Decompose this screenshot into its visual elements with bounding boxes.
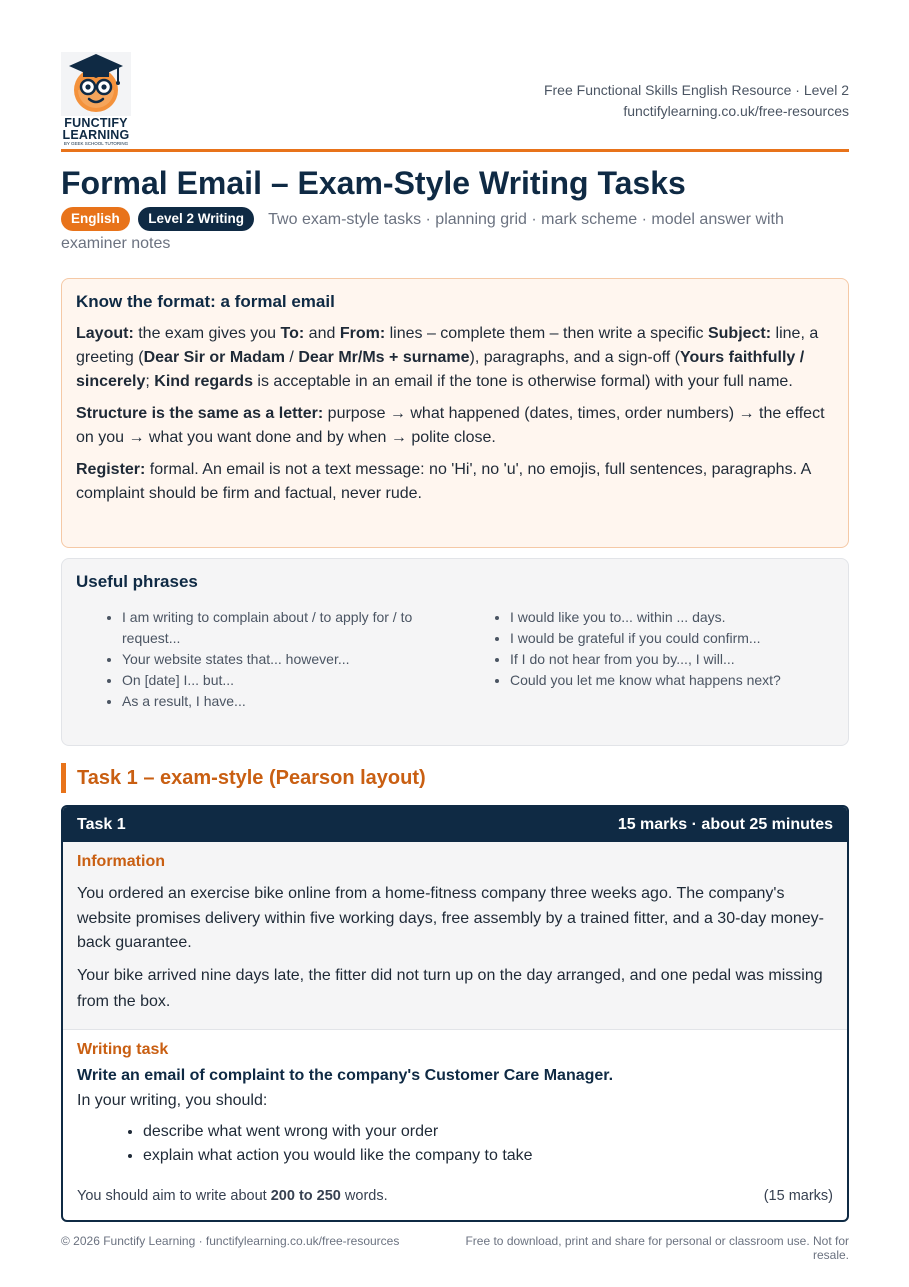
list-item: • Your website states that... however... [122, 649, 452, 670]
list-item: • explain what action you would like the company to take [143, 1144, 833, 1168]
kind-regards-example: Kind regards [154, 373, 253, 390]
layout-text: and [304, 325, 340, 342]
resource-url: functifylearning.co.uk/free-resources [623, 103, 849, 119]
writing-bullets [77, 1120, 833, 1168]
phrases-list-left [76, 607, 464, 712]
list-item: • On [date] I... but... [122, 670, 452, 691]
word-count-row [77, 1185, 833, 1207]
structure-paragraph [76, 402, 834, 450]
layout-text: / [284, 349, 299, 366]
writing-task-section [63, 1030, 847, 1207]
page-footer [61, 1234, 849, 1262]
layout-text: the exam gives you [133, 325, 281, 342]
word-count-guidance [77, 1185, 388, 1207]
information-paragraph-1: You ordered an exercise bike online from a home-fitness company three weeks ago. The company's website promises delivery within five working days, free assembly by a trained fitter, and a 30-day money-back guarantee. [77, 885, 825, 951]
greeting-example: Dear Sir or Madam [143, 349, 285, 366]
section-heading: Task 1 – exam-style (Pearson layout) [61, 763, 849, 793]
layout-paragraph [76, 322, 834, 394]
layout-text: line, a greeting ( [76, 325, 819, 366]
task-card [61, 805, 849, 1222]
list-item: • I am writing to complain about / to apply for / to request... [122, 607, 452, 649]
header-info [544, 80, 849, 122]
list-item: • If I do not hear from you by..., I will... [510, 649, 834, 670]
subtitle: Two exam-style tasks · planning grid · mark scheme · model answer with examiner notes [61, 211, 784, 252]
layout-text: lines – complete them – then write a specific [385, 325, 708, 342]
footer-copyright: © 2026 Functify Learning · functifylearning.co.uk/free-resources [61, 1234, 400, 1248]
logo [61, 52, 131, 148]
information-section [63, 842, 847, 1030]
task-header [63, 807, 847, 842]
greeting-example-2: Dear Mr/Ms + surname [298, 349, 470, 366]
phrases-columns [76, 607, 834, 712]
phrases-title: Useful phrases [76, 572, 198, 591]
list-item: • describe what went wrong with your order [143, 1120, 833, 1144]
layout-text: is acceptable in an email if the tone is otherwise formal) with your full name. [252, 373, 793, 390]
page-header [61, 0, 849, 152]
layout-text: ), paragraphs, and a sign-off ( [469, 349, 681, 366]
meta-line [61, 207, 849, 256]
to-label: To: [280, 325, 305, 342]
aim-text: words. [340, 1188, 388, 1204]
aim-text: You should aim to write about [77, 1188, 271, 1204]
format-title: Know the format: a formal email [76, 292, 335, 311]
list-item: • I would like you to... within ... days. [510, 607, 834, 628]
writing-task-label: Writing task [77, 1041, 169, 1058]
list-item: • As a result, I have... [122, 691, 452, 712]
writing-instruction: Write an email of complaint to the company's Customer Care Manager. [77, 1067, 614, 1084]
phrases-list-right [464, 607, 834, 712]
writing-lead: In your writing, you should: [77, 1092, 268, 1109]
register-label: Register: [76, 461, 146, 478]
layout-label: Layout: [76, 325, 134, 342]
resource-label: Free Functional Skills English Resource · Level 2 [543, 82, 849, 98]
layout-text: ; [145, 373, 155, 390]
logo-line-1: FUNCTIFY [64, 116, 128, 130]
marks-label: (15 marks) [763, 1188, 833, 1204]
task-marks-time: 15 marks · about 25 minutes [617, 815, 833, 833]
from-label: From: [339, 325, 386, 342]
logo-line-2: LEARNING [62, 128, 130, 142]
graduate-owl-icon [61, 52, 131, 116]
information-paragraph-2: Your bike arrived nine days late, the fitter did not turn up on the day arranged, and one pedal was missing from the box. [77, 966, 823, 1010]
page-title: Formal Email – Exam-Style Writing Tasks [61, 165, 686, 201]
aim-words: 200 to 250 [270, 1188, 341, 1204]
logo-tagline: BY GEEK SCHOOL TUTORING [63, 141, 129, 146]
task-name: Task 1 [77, 815, 126, 833]
level-badge: Level 2 Writing [138, 207, 254, 231]
structure-label: Structure is the same as a letter: [76, 405, 324, 422]
logo-wordmark [61, 117, 131, 141]
structure-text: purpose → what happened (dates, times, order numbers) → the effect on you → what you want done and by when → polite close. [76, 405, 825, 446]
subject-badge: English [61, 207, 130, 231]
information-label: Information [77, 853, 165, 870]
worksheet-page [61, 0, 849, 1222]
list-item: • I would be grateful if you could confirm... [510, 628, 834, 649]
list-item: • Could you let me know what happens next? [510, 670, 834, 691]
subject-label: Subject: [707, 325, 772, 342]
register-text: formal. An email is not a text message: no 'Hi', no 'u', no emojis, full sentences, paragraphs. A complaint should be firm and factual, never rude. [76, 461, 811, 502]
footer-licence: Free to download, print and share for personal or classroom use. Not for resale. [465, 1234, 849, 1262]
register-paragraph [76, 458, 834, 506]
useful-phrases-box [61, 558, 849, 746]
format-box [61, 278, 849, 548]
signoff-example: Yours faithfully / sincerely [76, 349, 805, 390]
